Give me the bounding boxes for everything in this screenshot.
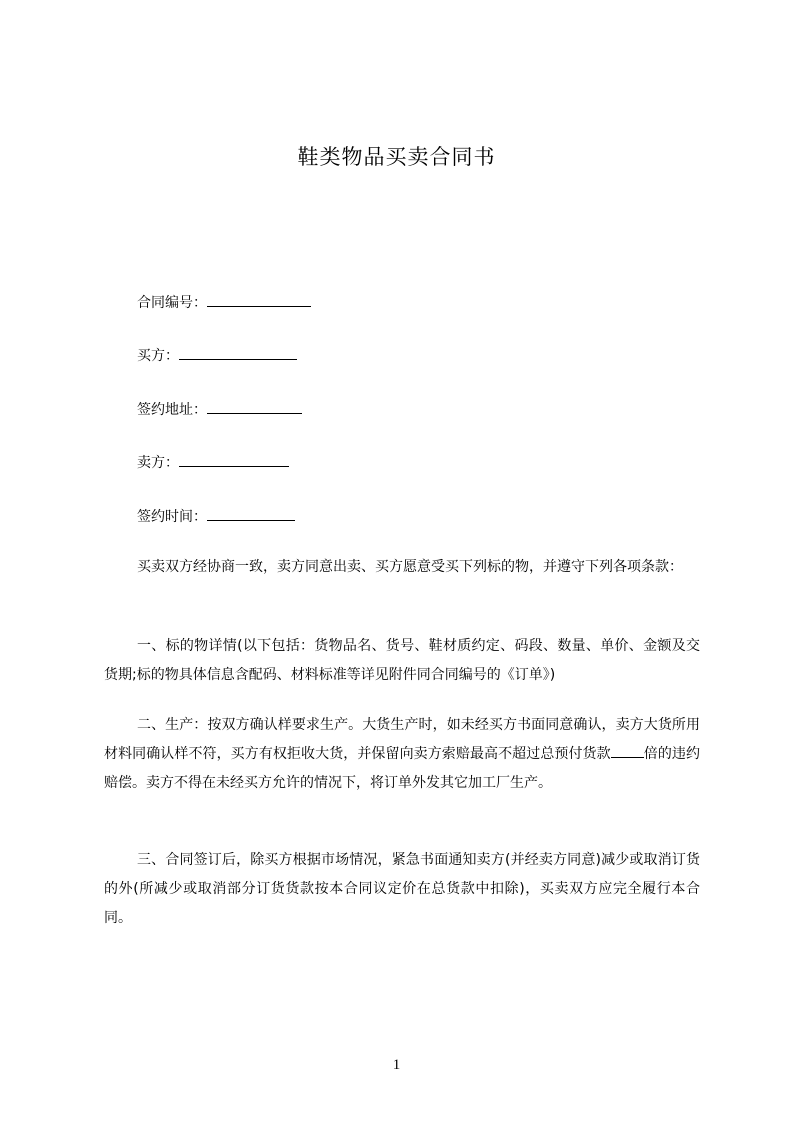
buyer-field <box>137 344 297 367</box>
compensation-multiple-blank <box>611 742 644 758</box>
clause-3-paragraph: 三、合同签订后，除买方根据市场情况，紧急书面通知卖方(并经卖方同意)减少或取消订货的外(所减少或取消部分订货货款按本合同议定价在总货款中扣除)，买卖双方应完全履行本合同。 <box>104 852 700 926</box>
seller-label: 卖方： <box>137 455 179 471</box>
clause-1-paragraph: 一、标的物详情(以下包括：货物品名、货号、鞋材质约定、码段、数量、单价、金额及交货期;标的物具体信息含配码、材料标准等详见附件同合同编号的《订单》) <box>104 638 700 683</box>
contract-number-blank <box>207 291 311 307</box>
contract-number-label: 合同编号： <box>137 295 207 311</box>
page-number: 1 <box>392 1057 401 1073</box>
clause-2-text-part1: 二、生产：按双方确认样要求生产。大货生产时，如未经买方书面同意确认，卖方大货所用材料同确认样不符，买方有权拒收大货，并保留向卖方索赔最高不超过总预付货款 <box>104 717 700 762</box>
seller-field <box>137 451 289 474</box>
sign-time-blank <box>207 505 295 521</box>
clause-2-paragraph <box>104 711 700 798</box>
document-title: 鞋类物品买卖合同书 <box>297 145 496 169</box>
sign-time-field <box>137 505 295 528</box>
clause-2-text-part2: 倍的违约赔偿。卖方不得在未经买方允许的情况下，将订单外发其它加工厂生产。 <box>104 746 701 791</box>
contract-number-field <box>137 291 311 314</box>
intro-paragraph: 买卖双方经协商一致，卖方同意出卖、买方愿意受买下列标的物，并遵守下列各项条款： <box>137 559 683 575</box>
buyer-label: 买方： <box>137 348 179 364</box>
buyer-blank <box>179 344 297 360</box>
seller-blank <box>179 451 289 467</box>
sign-place-label: 签约地址： <box>137 402 207 418</box>
sign-place-field <box>137 398 302 421</box>
sign-time-label: 签约时间： <box>137 509 207 525</box>
sign-place-blank <box>207 398 302 414</box>
